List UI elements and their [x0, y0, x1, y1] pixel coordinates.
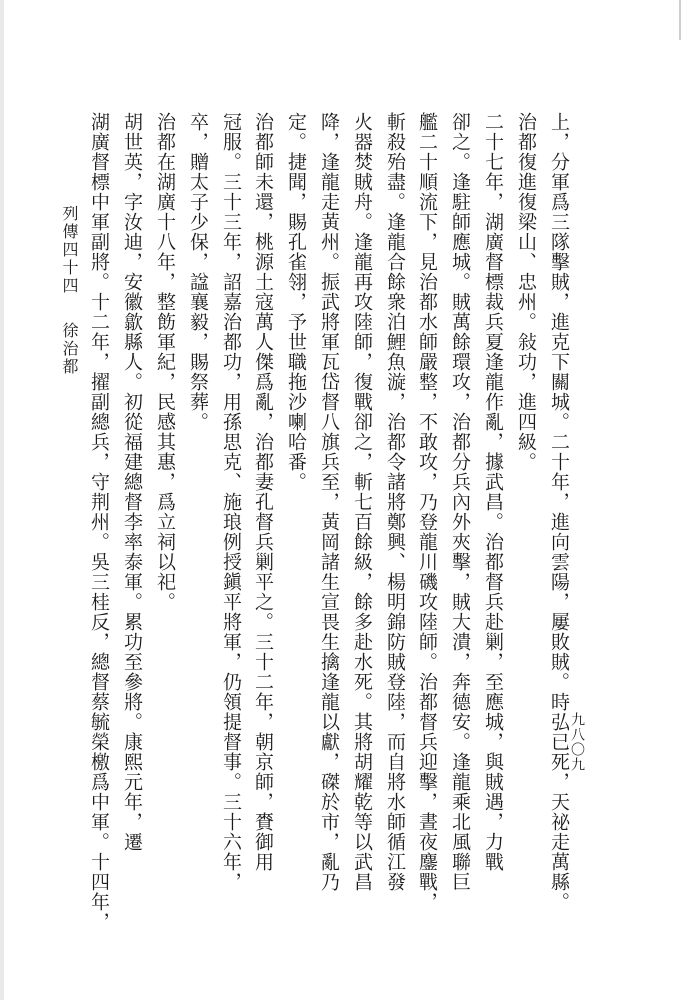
page-number: 九八〇九 — [569, 712, 585, 772]
binding-gutter — [0, 0, 4, 1000]
text-column-7: 火器焚賊舟。逢龍再攻陸師，復戰卻之，斬七百餘級，餘多赴水死。其將胡耀乾等以武昌 — [351, 112, 373, 892]
running-header-title: 徐治都 — [60, 322, 79, 376]
text-column-2: 治都復進復梁山、忠州。敍功，進四級。 — [515, 112, 537, 472]
text-column-1: 上，分軍爲三隊擊賊，進克下關城。二十年，進向雲陽，屢敗賊。時弘已死，天祕走萬縣。 — [548, 112, 570, 912]
text-column-5: 艦二十順流下，見治都水師嚴整，不敢攻，乃登龍川磯攻陸師。治都督兵迎擊，晝夜鏖戰， — [416, 112, 438, 912]
text-column-4: 卻之。逢駐師應城。賊萬餘環攻，治都分兵內外夾擊，賊大潰，奔德安。逢龍乘北風聯巨 — [449, 112, 471, 892]
text-column-3: 二十七年，湖廣督標裁兵夏逢龍作亂，據武昌。治都督兵赴剿，至應城，與賊遇，力戰 — [482, 112, 504, 872]
text-column-12: 卒，贈太子少保，諡襄毅，賜祭葬。 — [187, 112, 209, 432]
running-header-chapter: 列傳四十四 — [60, 205, 79, 295]
text-column-10: 治都師未還，桃源土寇萬人傑爲亂，治都妻孔督兵剿平之。三十二年，朝京師，賚御用 — [252, 112, 274, 872]
text-column-14: 胡世英，字汝迪，安徽歙縣人。初從福建總督李率泰軍。累功至參將。康熙元年，遷 — [121, 112, 143, 852]
text-column-15: 湖廣督標中軍副將。十二年，擢副總兵，守荆州。吳三桂反，總督蔡毓榮檄爲中軍。十四年， — [88, 112, 110, 932]
text-column-11: 冠服。三十三年，詔嘉治都功，用孫思克、施琅例授鎭平將軍，仍領提督事。三十六年， — [220, 112, 242, 892]
text-column-8: 降，逢龍走黃州。振武將軍瓦岱督八旗兵至，黃岡諸生宣畏生擒逢龍以獻，磔於市，亂乃 — [318, 112, 340, 892]
text-column-13: 治都在湖廣十八年，整飭軍紀，民感其惠，爲立祠以祀。 — [154, 112, 176, 612]
text-column-9: 定。捷聞，賜孔雀翎，予世職拖沙喇哈番。 — [285, 112, 307, 492]
text-column-6: 斬殺殆盡。逢龍合餘衆泊鯉魚漩，治都令諸將鄭興、楊明錦防賊登陸，而自將水師循江發 — [384, 112, 406, 892]
